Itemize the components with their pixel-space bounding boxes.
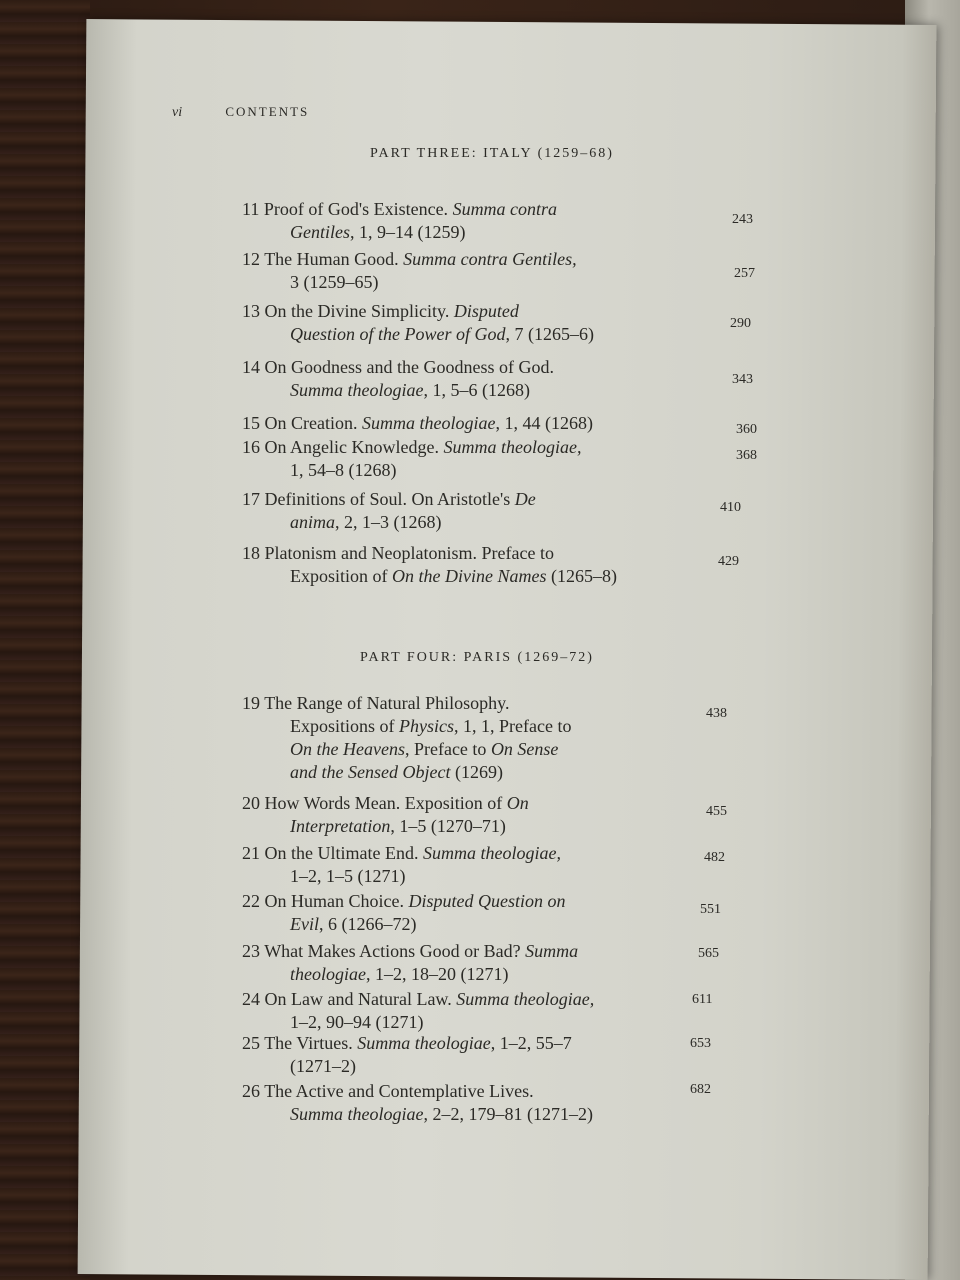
entry-source: Disputed Question on: [408, 891, 566, 911]
entry-title: The Range of Natural Philosophy.: [264, 693, 510, 713]
entry-number: 23: [242, 941, 260, 961]
entry-source: Summa contra: [452, 199, 558, 219]
entry-citation: (1269): [450, 762, 503, 782]
entry-source: On: [506, 793, 529, 813]
entry-page-number: 682: [690, 1082, 711, 1097]
entry-title: The Virtues.: [264, 1033, 358, 1053]
entry-citation: , 1, 1, Preface to: [454, 716, 572, 736]
entry-source: and the Sensed Object: [290, 762, 451, 782]
entry-title: On Goodness and the Goodness of God.: [264, 357, 554, 377]
entry-citation: , 1–2, 18–20 (1271): [365, 964, 509, 984]
toc-entry: [242, 890, 565, 936]
entry-source: Summa theologiae: [357, 1033, 491, 1053]
entry-number: 11: [242, 199, 260, 219]
entry-source: Evil: [290, 914, 319, 934]
entry-citation: , 7 (1265–6): [505, 324, 594, 344]
entry-source: Summa theologiae: [290, 380, 424, 400]
entry-citation: Expositions of: [290, 716, 400, 736]
entry-source: Disputed: [453, 301, 519, 321]
entry-title: On Creation.: [264, 413, 362, 433]
entry-page-number: 455: [706, 804, 727, 819]
entry-title: On Human Choice.: [264, 891, 409, 911]
entry-title: Platonism and Neoplatonism. Preface to: [264, 543, 554, 563]
toc-entry: [242, 356, 554, 402]
entry-number: 26: [242, 1081, 260, 1101]
entry-citation: (1265–8): [546, 566, 617, 586]
toc-entry: [242, 1080, 593, 1126]
toc-entry: [242, 300, 594, 346]
entry-source: On the Heavens: [290, 739, 405, 759]
part-three-title: PART THREE: ITALY (1259–68): [370, 146, 614, 161]
entry-source: Summa theologiae,: [443, 437, 582, 457]
entry-citation: , 2–2, 179–81 (1271–2): [423, 1104, 593, 1124]
toc-entry: [242, 198, 557, 244]
toc-entry: [242, 436, 581, 482]
entry-citation: , 1, 44 (1268): [495, 413, 593, 433]
entry-title: Proof of God's Existence.: [263, 199, 453, 219]
entry-citation: , Preface to: [404, 739, 491, 759]
entry-title: On the Ultimate End.: [264, 843, 423, 863]
entry-number: 18: [242, 543, 260, 563]
entry-number: 24: [242, 989, 260, 1009]
entry-number: 20: [242, 793, 260, 813]
entry-source: anima: [290, 512, 335, 532]
entry-title: The Human Good.: [264, 249, 404, 269]
toc-entry: [242, 792, 529, 838]
entry-number: 16: [242, 437, 260, 457]
entry-number: 19: [242, 693, 260, 713]
toc-entry: [242, 1032, 572, 1078]
entry-citation: , 1–5 (1270–71): [390, 816, 506, 836]
entry-page-number: 243: [732, 212, 753, 227]
entry-title: On the Divine Simplicity.: [264, 301, 454, 321]
entry-page-number: 360: [736, 422, 757, 437]
entry-page-number: 410: [720, 500, 741, 515]
toc-entry: [242, 248, 577, 294]
running-head-title: CONTENTS: [225, 104, 310, 119]
entry-page-number: 290: [730, 316, 751, 331]
entry-citation: , 1, 9–14 (1259): [350, 222, 466, 242]
entry-page-number: 565: [698, 946, 719, 961]
entry-page-number: 257: [734, 266, 755, 281]
entry-source: Question of the Power of God: [290, 324, 506, 344]
toc-entry: [242, 842, 561, 888]
toc-entry: [242, 940, 578, 986]
entry-page-number: 551: [700, 902, 721, 917]
entry-source: Summa: [525, 941, 579, 961]
entry-page-number: 429: [718, 554, 739, 569]
entry-source: Summa theologiae: [361, 413, 496, 433]
entry-source: Summa theologiae,: [422, 843, 561, 863]
entry-number: 15: [242, 413, 260, 433]
entry-number: 14: [242, 357, 260, 377]
entry-source: Physics: [399, 716, 454, 736]
toc-entry: [242, 412, 593, 435]
entry-number: 12: [242, 249, 260, 269]
entry-citation: , 2, 1–3 (1268): [335, 512, 442, 532]
entry-source: Summa theologiae: [290, 1104, 424, 1124]
entry-page-number: 482: [704, 850, 725, 865]
entry-source: On Sense: [490, 739, 559, 759]
entry-source: De: [514, 489, 536, 509]
entry-page-number: 368: [736, 448, 757, 463]
toc-entry: [242, 488, 536, 534]
entry-title: How Words Mean. Exposition of: [264, 793, 507, 813]
entry-citation: 1–2, 90–94 (1271): [290, 1012, 424, 1032]
entry-citation: 3 (1259–65): [290, 272, 379, 292]
entry-number: 17: [242, 489, 260, 509]
entry-number: 13: [242, 301, 260, 321]
entry-title: On Law and Natural Law.: [264, 989, 457, 1009]
entry-title: On Angelic Knowledge.: [264, 437, 444, 457]
toc-entry: [242, 542, 617, 588]
toc-entry: [242, 988, 594, 1034]
page-folio: vi: [172, 105, 183, 120]
entry-page-number: 653: [690, 1036, 711, 1051]
entry-number: 25: [242, 1033, 260, 1053]
entry-citation: , 1, 5–6 (1268): [423, 380, 530, 400]
entry-page-number: 611: [692, 992, 713, 1007]
table-surface: [0, 0, 90, 1280]
entry-citation: 1, 54–8 (1268): [290, 460, 397, 480]
entry-page-number: 343: [732, 372, 753, 387]
entry-number: 21: [242, 843, 260, 863]
entry-citation: , 1–2, 55–7: [490, 1033, 572, 1053]
entry-page-number: 438: [706, 706, 727, 721]
entry-source: Gentiles: [290, 222, 350, 242]
entry-source: Summa contra Gentiles,: [403, 249, 577, 269]
entry-citation: , 6 (1266–72): [319, 914, 417, 934]
running-header: [172, 104, 309, 121]
entry-citation: Exposition of: [290, 566, 392, 586]
entry-title: What Makes Actions Good or Bad?: [264, 941, 526, 961]
entry-title: The Active and Contemplative Lives.: [264, 1081, 534, 1101]
entry-number: 22: [242, 891, 260, 911]
toc-entry: [242, 692, 571, 784]
entry-source: theologiae: [290, 964, 366, 984]
entry-source: Summa theologiae,: [456, 989, 595, 1009]
entry-source: Interpretation: [290, 816, 391, 836]
entry-citation: (1271–2): [290, 1056, 356, 1076]
entry-citation: 1–2, 1–5 (1271): [290, 866, 406, 886]
entry-title: Definitions of Soul. On Aristotle's: [264, 489, 515, 509]
entry-source: On the Divine Names: [392, 566, 547, 586]
part-four-title: PART FOUR: PARIS (1269–72): [360, 650, 594, 665]
